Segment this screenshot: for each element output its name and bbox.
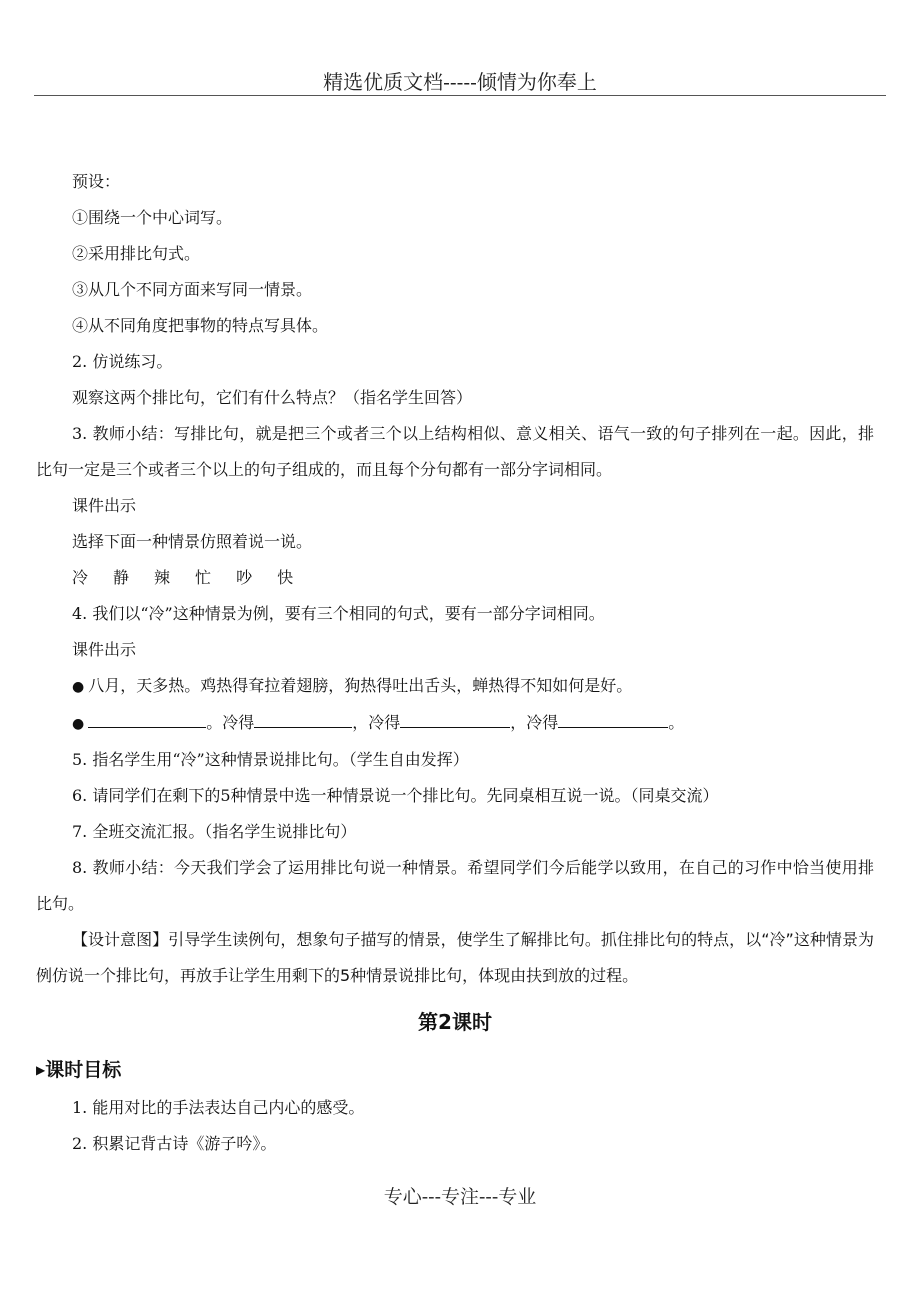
paragraph: ④从不同角度把事物的特点写具体。 — [72, 316, 329, 335]
paragraph: ①围绕一个中心词写。 — [72, 208, 233, 227]
fill-blank — [400, 709, 510, 728]
char-item: 快 — [277, 568, 295, 587]
lesson-title: 第2课时 — [418, 1010, 492, 1034]
goal-item: 2. 积累记背古诗《游子吟》。 — [72, 1134, 277, 1153]
paragraph: 5. 指名学生用“冷”这种情景说排比句。（学生自由发挥） — [72, 750, 469, 769]
fill-blank — [558, 709, 668, 728]
section-heading — [36, 1050, 874, 1090]
goal-item: 1. 能用对比的手法表达自己内心的感受。 — [72, 1098, 365, 1117]
paragraph: 选择下面一种情景仿照着说一说。 — [72, 532, 313, 551]
fill-text: 。 — [668, 713, 685, 732]
design-intent: 【设计意图】引导学生读例句，想象句子描写的情景，使学生了解排比句。抓住排比句的特点，以“冷”这种情景为例仿说一个排比句，再放手让学生用剩下的5种情景说排比句，体现由扶到放的过程。 — [36, 930, 874, 985]
fill-text: 。冷得 — [206, 713, 255, 732]
paragraph: 预设： — [72, 172, 121, 191]
fill-blank — [254, 709, 352, 728]
char-item: 辣 — [154, 568, 172, 587]
paragraph: 4. 我们以“冷”这种情景为例，要有三个相同的句式，要有一部分字词相同。 — [72, 604, 605, 623]
char-item: 吵 — [236, 568, 254, 587]
header-divider — [34, 95, 886, 96]
paragraph: 6. 请同学们在剩下的5种情景中选一种情景说一个排比句。先同桌相互说一说。（同桌交流） — [72, 786, 719, 805]
paragraph: 8. 教师小结：今天我们学会了运用排比句说一种情景。希望同学们今后能学以致用，在自己的习作中恰当使用排比句。 — [36, 858, 874, 913]
paragraph: 观察这两个排比句，它们有什么特点？（指名学生回答） — [72, 388, 473, 407]
triangle-icon: ▶ — [36, 1063, 46, 1077]
char-item: 忙 — [195, 568, 213, 587]
bullet-example — [36, 668, 874, 705]
bullet-fill-in — [36, 705, 874, 742]
section-heading-text: 课时目标 — [45, 1059, 122, 1081]
paragraph: 课件出示 — [72, 640, 137, 659]
situation-characters — [36, 560, 874, 596]
fill-blank — [88, 709, 206, 728]
paragraph: 7. 全班交流汇报。（指名学生说排比句） — [72, 822, 357, 841]
page-footer: 专心---专注---专业 — [383, 1186, 537, 1208]
paragraph: ②采用排比句式。 — [72, 244, 201, 263]
char-item: 静 — [113, 568, 131, 587]
document-body — [36, 164, 874, 1162]
paragraph: 2. 仿说练习。 — [72, 352, 173, 371]
paragraph: 课件出示 — [72, 496, 137, 515]
char-item: 冷 — [72, 568, 90, 587]
page-header: 精选优质文档-----倾情为你奉上 — [323, 70, 597, 94]
paragraph: 3. 教师小结：写排比句，就是把三个或者三个以上结构相似、意义相关、语气一致的句子排列在一起。因此，排比句一定是三个或者三个以上的句子组成的，而且每个分句都有一部分字词相同。 — [36, 424, 874, 479]
bullet-icon: ● — [72, 716, 85, 732]
fill-text: ，冷得 — [352, 713, 401, 732]
paragraph: ③从几个不同方面来写同一情景。 — [72, 280, 313, 299]
bullet-icon: ● — [72, 679, 85, 695]
fill-text: ，冷得 — [510, 713, 559, 732]
example-text: 八月，天多热。鸡热得耷拉着翅膀，狗热得吐出舌头，蝉热得不知如何是好。 — [88, 676, 633, 695]
